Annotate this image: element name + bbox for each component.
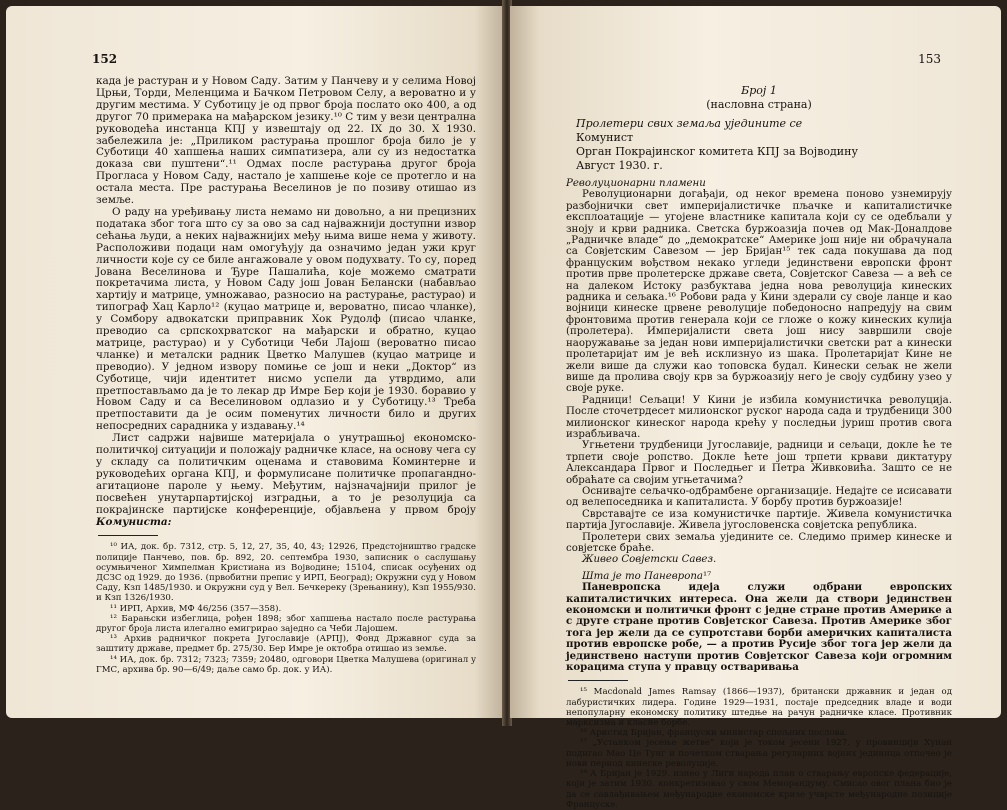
footnotes-left (96, 542, 476, 675)
section-title: Револуционарни пламени (566, 178, 706, 189)
masthead-title: Комунист (576, 131, 634, 144)
paragraph: када је растуран и у Новом Саду. Затим у Панчеву и у селима Новој Црњи, Торди, Меленцима и Бачком Петровом Селу, а вероватно и у другим местима. У Суботицу је од првог броја послато око 400, а од другог 70 примерака на мађарском језику.¹⁰ С тим у вези централна руководећа инстанца КПЈ у извештају од 22. IX до 30. X 1930. забележила је: „Приликом растурања прошлог броја било је у Суботици 40 хапшења наших симпатизера, али су из недостатка доказа сви пуштени“.¹¹ Одмах после растурања другог броја Прогласа у Новом Саду, настало је хапшење које се протегло и на остала места. Пре растурања Веселинов је по позиву отишао из земље. (96, 75, 476, 207)
document-number: Број 1 (741, 84, 777, 97)
footnote: ¹⁸ А Бријан је 1929. изнео у Лиги народа план о стварању европске федерације, који је затим 1930. конкретизовао у свом Меморандуму. Смисао овог плана био је да се савлађивањем међународне економске кризе учврсте међународне позиције Француске. (566, 769, 952, 810)
footnote: ¹¹ ИРП, Архив, МФ 46/256 (357—358). (110, 603, 282, 614)
paragraph: О раду на уређивању листа немамо ни довољно, а ни прецизних података због тога што су за ово за сад најважнији доступни извор сећања људи, а неких најважнијих међу њима више нема у животу. Расположиви подаци нам омогућују да означимо један ужи круг личности које су се биле ангажовале у овом подухвату. То су, поред Јована Веселинова и Ђуре Пашалића, које можемо сматрати покретачима листа, у Новом Саду још Јован Белански (набављао хартију и матрице, умножавао, разносио на растурање, растурао) и типограф Хац Карло¹² (куцао матрице и, вероватно, писао чланке), у Сомбору адвокатски приправник Хок Рудолф (писао чланке, преводио са српскохрватског на мађарски и обратно, куцао матрице, растурао) и у Суботици Чеби Лајош (вероватно писао чланке) и металски радник Цветко Малушев (куцао матрице и преводио). У једном извору помиње се још и неки „Доктор“ из Суботице, чији идентитет нисмо успели да утврдимо, али претпостављамо да је то лекар др Имре Бер који је 1930. боравио у Новом Саду и са Веселиновом одлазио и у Суботицу.¹³ Треба претпоставити да је осим поменутих личности било и других непосредних сарадника у издавању.¹⁴ (96, 205, 476, 433)
left-page-text (96, 76, 476, 675)
footnote: ¹⁴ ИА, док. бр. 7312; 7323; 7359; 20480, одговори Цветка Малушева (оригинал у ГМС, архива бр. 90—6/49; даље само бр. док. у ИА). (96, 654, 476, 675)
section-body (566, 189, 952, 565)
left-page (6, 6, 504, 718)
page-number-right: 153 (918, 52, 941, 66)
paragraph: Угњетени трудбеници Југославије, радници и сељаци, докле ће те трпети своје ропство. Докле ћете још трпети крвави диктатуру Александара Првог и Последњег и Петра Живковића. Зашто се не обраћате са својим угњетачима? (566, 440, 952, 486)
masthead-organ: Орган Покрајинског комитета КПЈ за Војводину (576, 145, 858, 158)
footnote-divider (568, 680, 628, 681)
footnotes-right (566, 687, 952, 809)
right-page-text (566, 84, 952, 810)
paragraph: Сврставајте се иза комунистичке партије. Живела комунистичка партија Југославије. Живела југословенска совјетска република. (566, 508, 952, 532)
closing-line: Живео Совјетски Савез. (582, 554, 717, 566)
footnote: ¹⁷ „Устанком јесење жетве“ који је током јесени 1927. у провинцији Хунан подигао Мао Це Тунг и почетком стварања регуларних војних јединица отпочео је нови период кинеске револуције. (566, 738, 952, 769)
document-subtitle: (насловна страна) (706, 98, 812, 111)
footnote: ¹⁶ Аристид Бријан, француски министар спољних послова. (580, 728, 848, 739)
footnote-divider (98, 535, 158, 536)
footnote: ¹³ Архив радничког покрета Југославије (АРПЈ), Фонд Државног суда за заштиту државе, предмет бр. 275/30. Бер Имре је октобра отишао из земље. (96, 634, 476, 655)
paragraph: Радници! Сељаци! У Кини је избила комунистичка револуција. После сточетрдесет милионског руског народа сада и трудбеници 300 милионског кинеског народа крећу у последњи јуриш против свога израбљивача. (566, 394, 952, 440)
right-page (510, 6, 1001, 810)
footnote: ¹⁰ ИА, док. бр. 7312, стр. 5, 12, 27, 35, 40, 43; 12926, Предстојништво градске полиције Панчево, пов. бр. 892, 20. септембра 1930, записник о саслушању осумњиченог Химпелман Кристиана из Војводине; 15104, списак осуђених од ДСЗС од 1929. до 1936. (првобитни препис у ИРП, Београд); Окружни суд у Новом Саду, Кзп 1485/1930. и Окружни суд у Вел. Бечкереку (Зрењанину), Кзп 1955/930. и Кзп 1326/1930. (96, 542, 476, 604)
slogan: Пролетери свих земаља уједините се (576, 117, 803, 130)
newspaper-name: Комуниста: (96, 515, 172, 528)
paragraph: Паневропска идеја служи одбрани европских капиталистичких интереса. Она жели да створи јединствен економски и политички фронт с једне стране против Америке а с друге стране против Совјетског Савеза. Против Америке због тога јер жели да се супротстави борби америчких капиталиста против европске робе, — а против Русије због тога јер жели да јединствено наступи против Совјетског Савеза који огромним корацима ступа у правцу остваривања (566, 581, 952, 674)
page-number-left: 152 (92, 52, 118, 66)
paragraph: Пролетери свих земаља уједините се. Следимо пример кинеске и совјетске браће. (566, 531, 952, 554)
paragraph: Оснивајте сељачко-одбрамбене организације. Недајте се исисавати од велепоседника и капиталиста. У борбу против буржоазије! (566, 485, 952, 509)
footnote-mark: ¹⁷ (702, 570, 712, 582)
paragraph-text: Лист садржи највише материјала о унутрашњој економско-политичкој ситуацији и положају радничке класе, на основу чега су у складу са политичким оценама и ставовима Коминтерне и руководећих органа КПЈ, и формулисане политичке пропагандно-агитационе пароле у њему. Међутим, најзначајнији прилог је посвећен унутарпартијској изградњи, а то је резолуција са покрајинске партијске конференције, објављена у првом броју (96, 432, 476, 516)
footnote: ¹⁵ Macdonald James Ramsay (1866—1937), британски државник и један од лабуристичких лидера. Године 1929—1931, постаје председник владе и води непопуларну економску политику штедње на рачун радничке класе. Противник марксизма и класне борбе. (566, 687, 952, 729)
paragraph (96, 433, 476, 528)
section-title-text: Шта је то Паневропа (582, 570, 703, 582)
masthead-date: Август 1930. г. (576, 159, 663, 172)
paragraph: Револуционарни догађаји, од неког времена поново узнемирују разбојнички свет империјалистичке пљачке и капиталистичке експлоатације — угојене властнике капитала који су се одебљали у зноју и крви радника. Светска буржоазија почев од Мак-Доналдове „Радничке владе“ до „демократске“ Америке још није ни обрачунала са Совјетским Савезом — јер Бријан¹⁵ тек сада покушава да под француским вођством некако угледи јединствени европски фронт против прве пролетерске државе света, Совјетског Савеза — а већ се на далеком Истоку разбуктава једна нова револуција кинеских радника и сељака.¹⁶ Робови рада у Кини здерали су своје ланце и као војници кинеске црвене револуције победоносно напредују на свим фронтовима против генерала који се гложе о кожу кинеских кулија (пролетера). Империјалисти света још нису завршили своје наоружавање за један нови империјалистички светски рат а кинески пролетаријат им је већ исклизнуо из шака. Пролетаријат Кине не жели више да служи као топовска будал. Кинески сељак не жели више да пролива своју крв за буржоазију него је своју судбину узео у своје руке. (566, 189, 952, 395)
footnote: ¹² Барањски избеглица, рођен 1898; због хапшења настало после растурања другог броја листа илегално емигрирао заједно са Чеби Лајошем. (96, 613, 476, 635)
